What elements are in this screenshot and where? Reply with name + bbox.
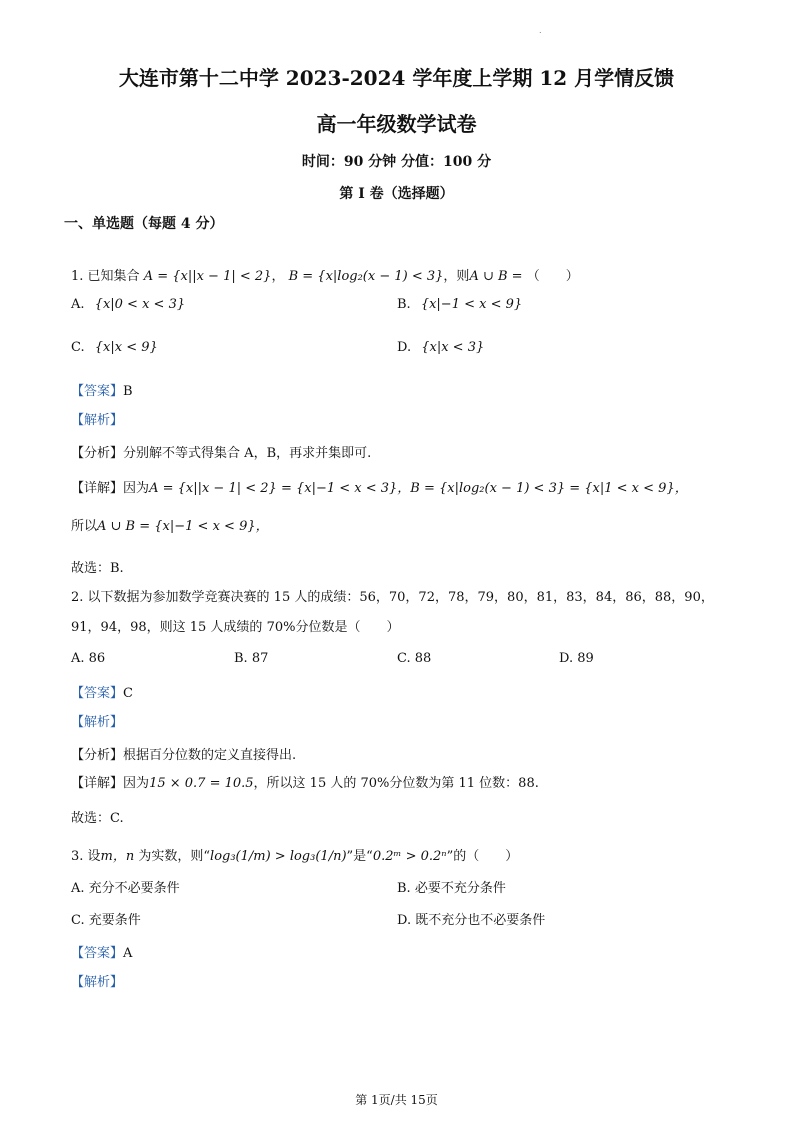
q3-stem-suffix: ”的（ ）: [446, 849, 519, 864]
q1-detail-math: A = {x||x − 1| < 2} = {x|−1 < x < 3}，B = {x|log₂(x − 1) < 3} = {x|1 < x < 9}，: [149, 481, 688, 496]
answer-label: 答案: [84, 946, 111, 961]
q1-so: [71, 515, 269, 534]
q3-answer: [71, 942, 132, 961]
q1-detail-prefix: 因为: [123, 481, 150, 496]
q3-option-a: A. 充分不必要条件: [71, 881, 180, 896]
analysis-label: 解析: [84, 413, 111, 428]
q1-option-a-label: A.: [71, 297, 85, 312]
q3-option-d: D. 既不充分也不必要条件: [397, 913, 546, 928]
q3-stem-mid: 为实数，则“: [134, 849, 211, 864]
q1-stem-suffix: ，则: [443, 269, 470, 284]
bracket-right: 】: [110, 686, 124, 701]
answer-label: 答案: [84, 384, 111, 399]
bracket-right: 】: [110, 384, 124, 399]
q3-stem-mid2: ”是“: [346, 849, 373, 864]
q1-set-b: B = {x|log₂(x − 1) < 3}: [288, 269, 444, 284]
q1-paren: （ ）: [526, 269, 579, 284]
bracket-left: 【: [71, 946, 85, 961]
q1-detail: [71, 477, 688, 496]
q1-fenxi-text: 分别解不等式得集合 A，B，再求并集即可.: [123, 446, 372, 461]
q2-fenxi: [71, 744, 296, 763]
q2-answer: [71, 682, 133, 701]
q1-option-b-label: B.: [397, 297, 411, 312]
q1-set-a: A = {x||x − 1| < 2}: [143, 269, 272, 284]
q1-option-d-label: D.: [397, 340, 412, 355]
bracket-left: 【: [71, 446, 85, 461]
q2-stem-line1: 2. 以下数据为参加数学竞赛决赛的 15 人的成绩：56，70，72，78，79，80，81，83，84，86，88，90，: [71, 590, 714, 605]
bracket-left: 【: [71, 686, 85, 701]
volume-heading: 第 I 卷（选择题）: [339, 186, 454, 202]
q2-detail-suffix: ，所以这 15 人的 70%分位数为第 11 位数：88.: [253, 776, 539, 791]
page-number: 第 1页/共 15页: [355, 1093, 438, 1107]
q1-stem-prefix: 1. 已知集合: [71, 269, 140, 284]
detail-label: 详解: [84, 776, 111, 791]
analysis-label: 解析: [84, 975, 111, 990]
q2-analysis-heading: [71, 711, 123, 730]
q1-option-d: [397, 340, 484, 355]
q2-conclusion: 故选：C.: [71, 811, 124, 826]
page-title: 大连市第十二中学 2023-2024 学年度上学期 12 月学情反馈: [118, 66, 675, 90]
bracket-right: 】: [110, 946, 124, 961]
q1-option-d-text: {x|x < 3}: [421, 340, 485, 355]
q1-analysis-heading: [71, 409, 123, 428]
q2-detail: [71, 772, 539, 791]
q3-analysis-heading: [71, 971, 123, 990]
q1-so-math: A ∪ B = {x|−1 < x < 9}，: [97, 519, 269, 534]
bracket-left: 【: [71, 975, 85, 990]
q1-answer-value: B: [123, 384, 133, 399]
time-score: 时间：90 分钟 分值：100 分: [301, 154, 492, 170]
bracket-right: 】: [110, 715, 124, 730]
bracket-left: 【: [71, 748, 85, 763]
q1-conclusion: 故选：B.: [71, 561, 124, 576]
detail-label: 详解: [84, 481, 111, 496]
fenxi-label: 分析: [84, 748, 111, 763]
q3-option-c: C. 充要条件: [71, 913, 141, 928]
section-heading: 一、单选题（每题 4 分）: [64, 216, 224, 232]
q2-option-c: C. 88: [397, 651, 432, 666]
q1-option-b-text: {x|−1 < x < 9}: [420, 297, 523, 312]
paper-subtitle: 高一年级数学试卷: [316, 112, 477, 136]
q2-fenxi-text: 根据百分位数的定义直接得出.: [123, 748, 297, 763]
q1-option-c-label: C.: [71, 340, 85, 355]
fenxi-label: 分析: [84, 446, 111, 461]
bracket-right: 】: [110, 776, 124, 791]
q2-stem-line2: 91，94，98，则这 15 人成绩的 70%分位数是（ ）: [71, 620, 400, 635]
q3-option-b: B. 必要不充分条件: [397, 881, 506, 896]
scan-mark: .: [539, 26, 542, 35]
q2-answer-value: C: [123, 686, 133, 701]
bracket-left: 【: [71, 384, 85, 399]
q1-option-a: [71, 297, 185, 312]
q1-option-b: [397, 297, 522, 312]
q1-so-prefix: 所以: [71, 519, 98, 534]
q1-stem: [71, 265, 579, 284]
q1-answer: [71, 380, 133, 399]
q2-option-b: B. 87: [234, 651, 269, 666]
q3-answer-value: A: [123, 946, 133, 961]
analysis-label: 解析: [84, 715, 111, 730]
bracket-right: 】: [110, 748, 124, 763]
q3-stem-prefix: 3. 设: [71, 849, 101, 864]
q3-condition-1: log₃(1/m) > log₃(1/n): [210, 849, 347, 864]
q2-detail-prefix: 因为: [123, 776, 150, 791]
q3-vars: m，n: [100, 849, 135, 864]
q1-separator: ，: [271, 269, 285, 284]
q3-stem: [71, 845, 518, 864]
q1-fenxi: [71, 442, 371, 461]
q1-option-c: [71, 340, 158, 355]
q1-option-c-text: {x|x < 9}: [94, 340, 158, 355]
answer-label: 答案: [84, 686, 111, 701]
bracket-right: 】: [110, 413, 124, 428]
q2-detail-math: 15 × 0.7 = 10.5: [149, 776, 254, 791]
bracket-right: 】: [110, 446, 124, 461]
bracket-left: 【: [71, 776, 85, 791]
bracket-right: 】: [110, 481, 124, 496]
q1-option-a-text: {x|0 < x < 3}: [94, 297, 186, 312]
q1-union: A ∪ B =: [469, 269, 523, 284]
bracket-right: 】: [110, 975, 124, 990]
bracket-left: 【: [71, 481, 85, 496]
bracket-left: 【: [71, 413, 85, 428]
q2-option-d: D. 89: [559, 651, 594, 666]
bracket-left: 【: [71, 715, 85, 730]
q2-option-a: A. 86: [71, 651, 106, 666]
q3-condition-2: 0.2ᵐ > 0.2ⁿ: [372, 849, 447, 864]
